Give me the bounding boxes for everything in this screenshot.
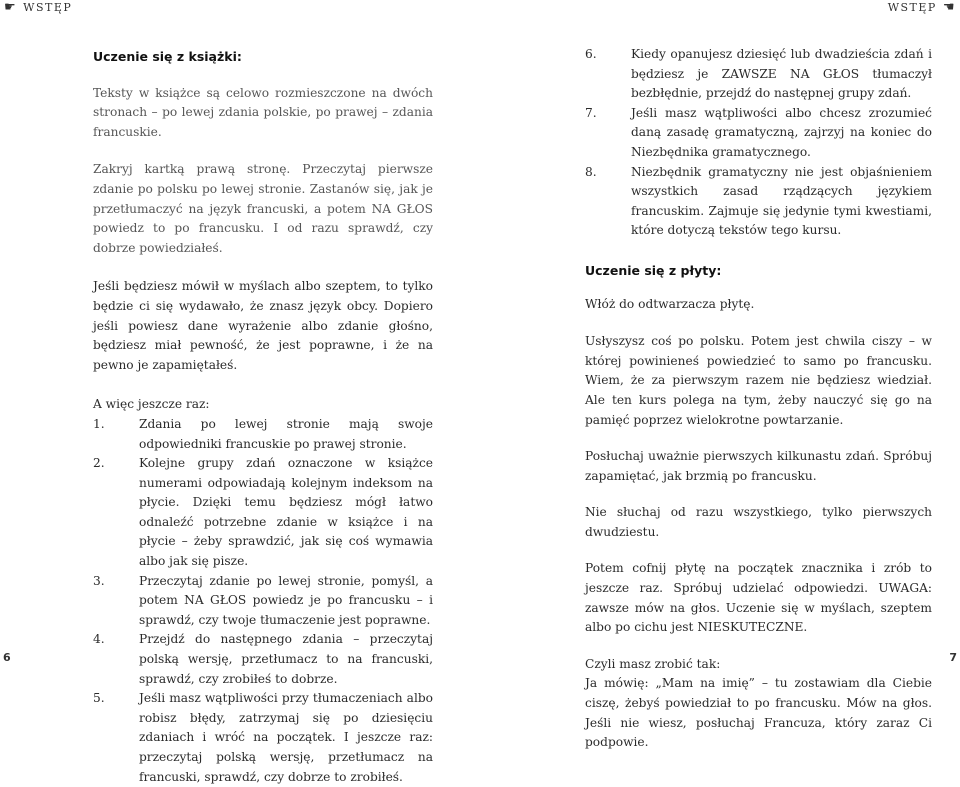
left-page: [0, 0, 480, 784]
paragraph-first-twenty: Nie słuchaj od razu wszystkiego, tylko pierwszych dwudziestu.: [585, 505, 932, 539]
paragraph-listen: Posłuchaj uważnie pierwszych kilkunastu zdań. Spróbuj zapamiętać, jak brzmią po francusku.: [585, 449, 932, 483]
paragraph-silence: Usłyszysz coś po polsku. Potem jest chwila ciszy – w której powinieneś powiedzieć to samo po francusku. Wiem, że za pierwszym razem nie będziesz wiedział. Ale ten kurs polega na tym, żeby nauczyć się go na pamięć poprzez wielokrotne powtarzanie.: [585, 334, 932, 427]
paragraph-rewind: Potem cofnij płytę na początek znacznika i zrób to jeszcze raz. Spróbuj udzielać odpowiedzi. UWAGA: zawsze mów na głos. Uczenie się w myślach, szeptem albo po cichu jest NIESKUTECZNE.: [585, 561, 932, 635]
section-heading-book: Uczenie się z książki:: [93, 49, 242, 64]
list-item: 4. Przejdź do następnego zdania – przeczytaj polską wersję, przetłumacz to na francuski, sprawdź, czy zrobiłeś to dobrze.: [93, 632, 433, 686]
page-number-right: 7: [949, 651, 957, 664]
right-column: [585, 45, 932, 753]
pointing-hand-left-icon: ☚: [942, 0, 956, 15]
list-item: 2. Kolejne grupy zdań oznaczone w książce numerami odpowiadają kolejnym indeksom na płycie. Dzięki temu będziesz mógł łatwo odnaleźć potrzebne zdanie w książce i na płycie – żeby sprawdzić, jak się coś wymawia albo jak się pisze.: [93, 456, 433, 569]
steps-list-right: [585, 45, 932, 241]
list-item: 5. Jeśli masz wątpliwości przy tłumaczeniach albo robisz błędy, zatrzymaj się po dziesięciu zdaniach i wróć na początek. I jeszcze raz: przeczytaj polską wersję, przetłumacz na francuski, sprawdź, czy dobrze to zrobiłeś.: [93, 691, 433, 784]
pointing-hand-right-icon: ☛: [4, 0, 18, 15]
section-heading-cd: Uczenie się z płyty:: [585, 262, 722, 278]
running-title-right: WSTĘP: [887, 1, 937, 14]
list-item: 3. Przeczytaj zdanie po lewej stronie, pomyśl, a potem NA GŁOS powiedz je po francusku – i sprawdź, czy twoje tłumaczenie jest poprawne.: [93, 573, 433, 627]
page-number-left: 6: [3, 651, 11, 664]
paragraph-insert-cd: Włóż do odtwarzacza płytę.: [585, 296, 755, 311]
steps-list-left: [93, 415, 433, 787]
left-column: [93, 47, 433, 787]
running-header-right: [888, 0, 956, 15]
running-header-left: [4, 0, 72, 15]
paragraph-example-intro: Czyli masz zrobić tak:: [585, 656, 721, 671]
right-page: [480, 0, 960, 750]
running-title-left: WSTĘP: [23, 1, 73, 14]
paragraph-speak-aloud: Jeśli będziesz mówił w myślach albo szeptem, to tylko będzie ci się wydawało, że znasz język obcy. Dopiero jeśli powiesz dane wyrażenie albo zdanie głośno, będziesz miał pewność, że jest poprawne, i że na pewno je zapamiętałeś.: [93, 279, 433, 372]
list-item: 7. Jeśli masz wątpliwości albo chcesz zrozumieć daną zasadę gramatyczną, zajrzyj na koniec do Niezbędnika gramatycznego.: [585, 105, 932, 159]
list-intro: A więc jeszcze raz:: [93, 397, 210, 412]
paragraph-cover-page: Zakryj kartką prawą stronę. Przeczytaj pierwsze zdanie po polsku po lewej stronie. Zastanów się, jak je przetłumaczyć na język francuski, a potem NA GŁOS powiedz to po francusku. I od razu sprawdź, czy dobrze powiedziałeś.: [93, 162, 433, 255]
list-item: 6. Kiedy opanujesz dziesięć lub dwadzieścia zdań i będziesz je ZAWSZE NA GŁOS tłumaczył bezbłędnie, przejdź do następnej grupy zdań.: [585, 47, 932, 101]
list-item: 8. Niezbędnik gramatyczny nie jest objaśnieniem wszystkich zasad rządzących językiem francuskim. Zajmuje się jedynie tymi kwestiami, które dotyczą tekstów tego kursu.: [585, 164, 932, 238]
paragraph-example: Ja mówię: „Mam na imię” – tu zostawiam dla Ciebie ciszę, żebyś powiedział to po francusku. Mów na głos. Jeśli nie wiesz, posłuchaj Francuza, który zaraz Ci podpowie.: [585, 676, 932, 750]
list-item: 1. Zdania po lewej stronie mają swoje odpowiedniki francuskie po prawej stronie.: [93, 416, 433, 451]
paragraph-layout: Teksty w książce są celowo rozmieszczone na dwóch stronach – po lewej zdania polskie, po prawej – zdania francuskie.: [93, 85, 433, 139]
